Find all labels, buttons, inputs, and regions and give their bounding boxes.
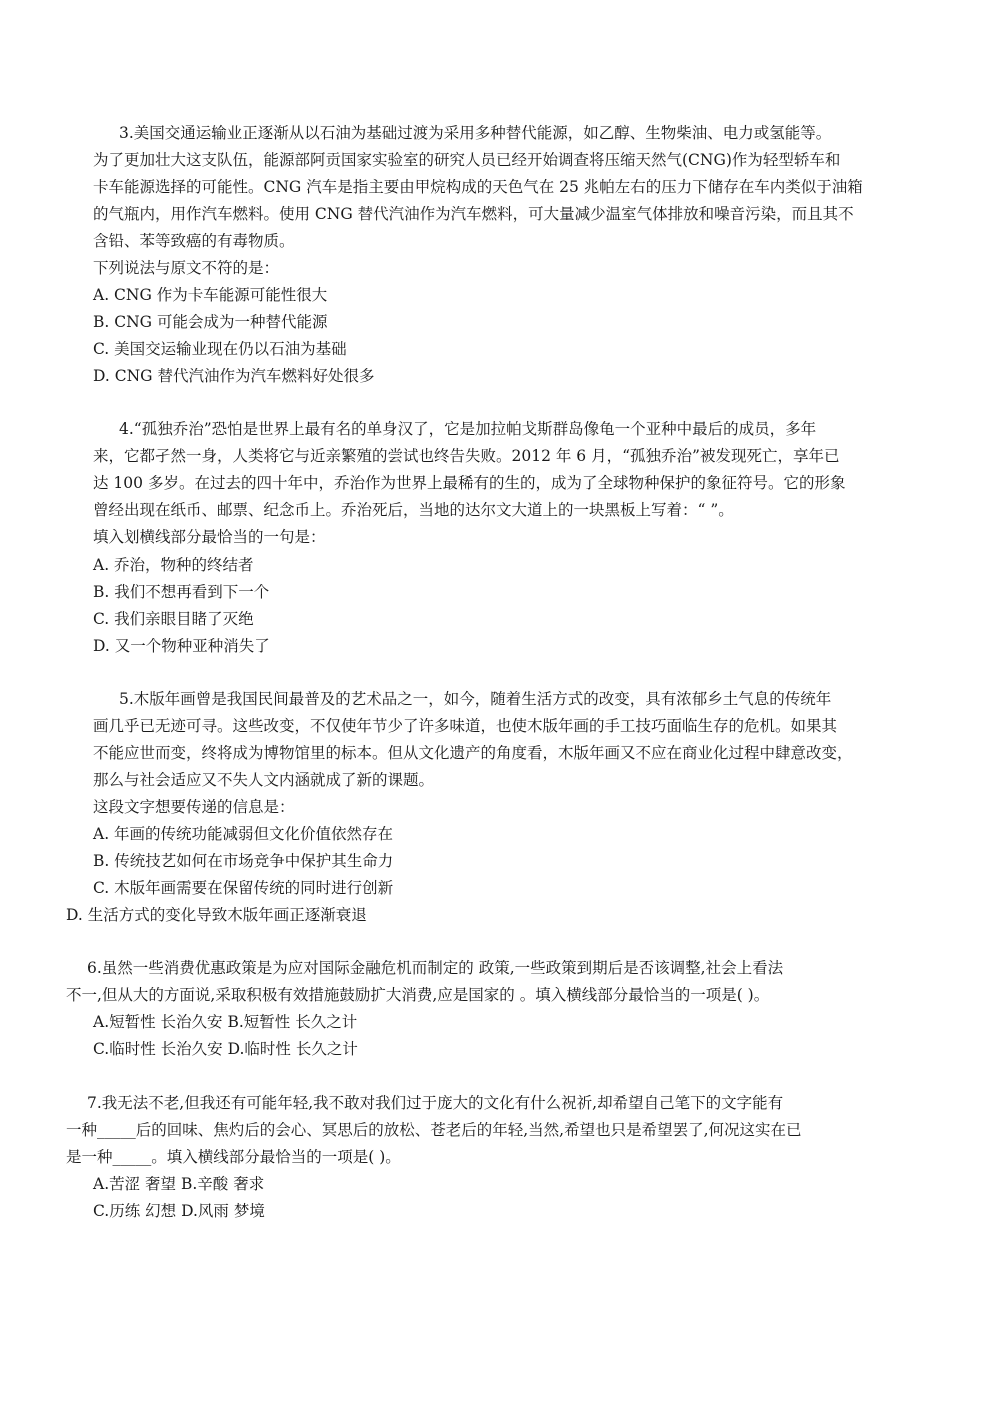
q5-option-d: D. 生活方式的变化导致木版年画正逐渐衰退 bbox=[66, 906, 367, 924]
q7-stem-line-2: 一种_____后的回味、焦灼后的会心、冥思后的放松、苍老后的年轻,当然,希望也只是希望罢了,何况这实在已 bbox=[66, 1121, 802, 1139]
q4-option-d: D. 又一个物种亚种消失了 bbox=[93, 637, 270, 655]
q5-stem-line-2: 画几乎已无迹可寻。这些改变，不仅使年节少了许多味道，也使木版年画的手工技巧面临生存的危机。如果其 bbox=[93, 717, 838, 735]
q5-stem-line-1: 5.木版年画曾是我国民间最普及的艺术品之一，如今，随着生活方式的改变，具有浓郁乡土气息的传统年 bbox=[119, 690, 832, 708]
q3-stem-line-1: 3.美国交通运输业正逐渐从以石油为基础过渡为采用多种替代能源，如乙醇、生物柴油、电力或氢能等。 bbox=[119, 124, 832, 142]
q5-stem-line-4: 那么与社会适应又不失人文内涵就成了新的课题。 bbox=[93, 771, 435, 789]
q5-prompt: 这段文字想要传递的信息是： bbox=[93, 798, 295, 816]
q3-option-a: A. CNG 作为卡车能源可能性很大 bbox=[93, 286, 328, 304]
q3-stem-line-2: 为了更加壮大这支队伍，能源部阿贡国家实验室的研究人员已经开始调查将压缩天然气(CNG)作为轻型轿车和 bbox=[93, 151, 841, 169]
q4-stem-line-4: 曾经出现在纸币、邮票、纪念币上。乔治死后，当地的达尔文大道上的一块黑板上写着：“ ”。 bbox=[93, 501, 734, 519]
q4-option-a: A. 乔治，物种的终结者 bbox=[93, 556, 254, 574]
q3-option-c: C. 美国交运输业现在仍以石油为基础 bbox=[93, 340, 347, 358]
q5-option-a: A. 年画的传统功能减弱但文化价值依然存在 bbox=[93, 825, 394, 843]
q5-option-b: B. 传统技艺如何在市场竞争中保护其生命力 bbox=[93, 852, 394, 870]
q5-option-c: C. 木版年画需要在保留传统的同时进行创新 bbox=[93, 879, 394, 897]
q3-option-d: D. CNG 替代汽油作为汽车燃料好处很多 bbox=[93, 367, 375, 385]
q4-stem-line-2: 来，它都孑然一身，人类将它与近亲繁殖的尝试也终告失败。2012 年 6 月，“孤独乔治”被发现死亡，享年已 bbox=[93, 447, 840, 465]
q3-stem-line-3: 卡车能源选择的可能性。CNG 汽车是指主要由甲烷构成的天色气在 25 兆帕左右的压力下储存在车内类似于油箱 bbox=[93, 178, 863, 196]
q3-stem-line-5: 含铅、苯等致癌的有毒物质。 bbox=[93, 232, 295, 250]
q4-option-c: C. 我们亲眼目睹了灭绝 bbox=[93, 610, 254, 628]
q7-stem-line-1: 7.我无法不老,但我还有可能年轻,我不敢对我们过于庞大的文化有什么祝祈,却希望自己笔下的文字能有 bbox=[87, 1094, 784, 1112]
q4-option-b: B. 我们不想再看到下一个 bbox=[93, 583, 270, 601]
q3-prompt: 下列说法与原文不符的是： bbox=[93, 259, 280, 277]
q4-prompt: 填入划横线部分最恰当的一句是： bbox=[93, 528, 326, 546]
q7-options-row-2: C.历练 幻想 D.风雨 梦境 bbox=[93, 1202, 265, 1220]
q6-options-row-1: A.短暂性 长治久安 B.短暂性 长久之计 bbox=[93, 1013, 358, 1031]
q7-stem-line-3: 是一种_____。填入横线部分最恰当的一项是( )。 bbox=[66, 1148, 401, 1166]
q3-option-b: B. CNG 可能会成为一种替代能源 bbox=[93, 313, 328, 331]
q4-stem-line-1: 4.“孤独乔治”恐怕是世界上最有名的单身汉了，它是加拉帕戈斯群岛像龟一个亚种中最后的成员，多年 bbox=[119, 420, 817, 438]
q5-stem-line-3: 不能应世而变，终将成为博物馆里的标本。但从文化遗产的角度看，木版年画又不应在商业化过程中肆意改变， bbox=[93, 744, 853, 762]
q6-stem-line-1: 6.虽然一些消费优惠政策是为应对国际金融危机而制定的 政策,一些政策到期后是否该调整,社会上看法 bbox=[87, 959, 784, 977]
q4-stem-line-3: 达 100 多岁。在过去的四十年中，乔治作为世界上最稀有的生的，成为了全球物种保护的象征符号。它的形象 bbox=[93, 474, 846, 492]
q6-options-row-2: C.临时性 长治久安 D.临时性 长久之计 bbox=[93, 1040, 358, 1058]
q3-stem-line-4: 的气瓶内，用作汽车燃料。使用 CNG 替代汽油作为汽车燃料，可大量减少温室气体排放和噪音污染，而且其不 bbox=[93, 205, 854, 223]
q7-options-row-1: A.苦涩 奢望 B.辛酸 奢求 bbox=[93, 1175, 265, 1193]
q6-stem-line-2: 不一,但从大的方面说,采取积极有效措施鼓励扩大消费,应是国家的 。填入横线部分最恰当的一项是( )。 bbox=[66, 986, 770, 1004]
